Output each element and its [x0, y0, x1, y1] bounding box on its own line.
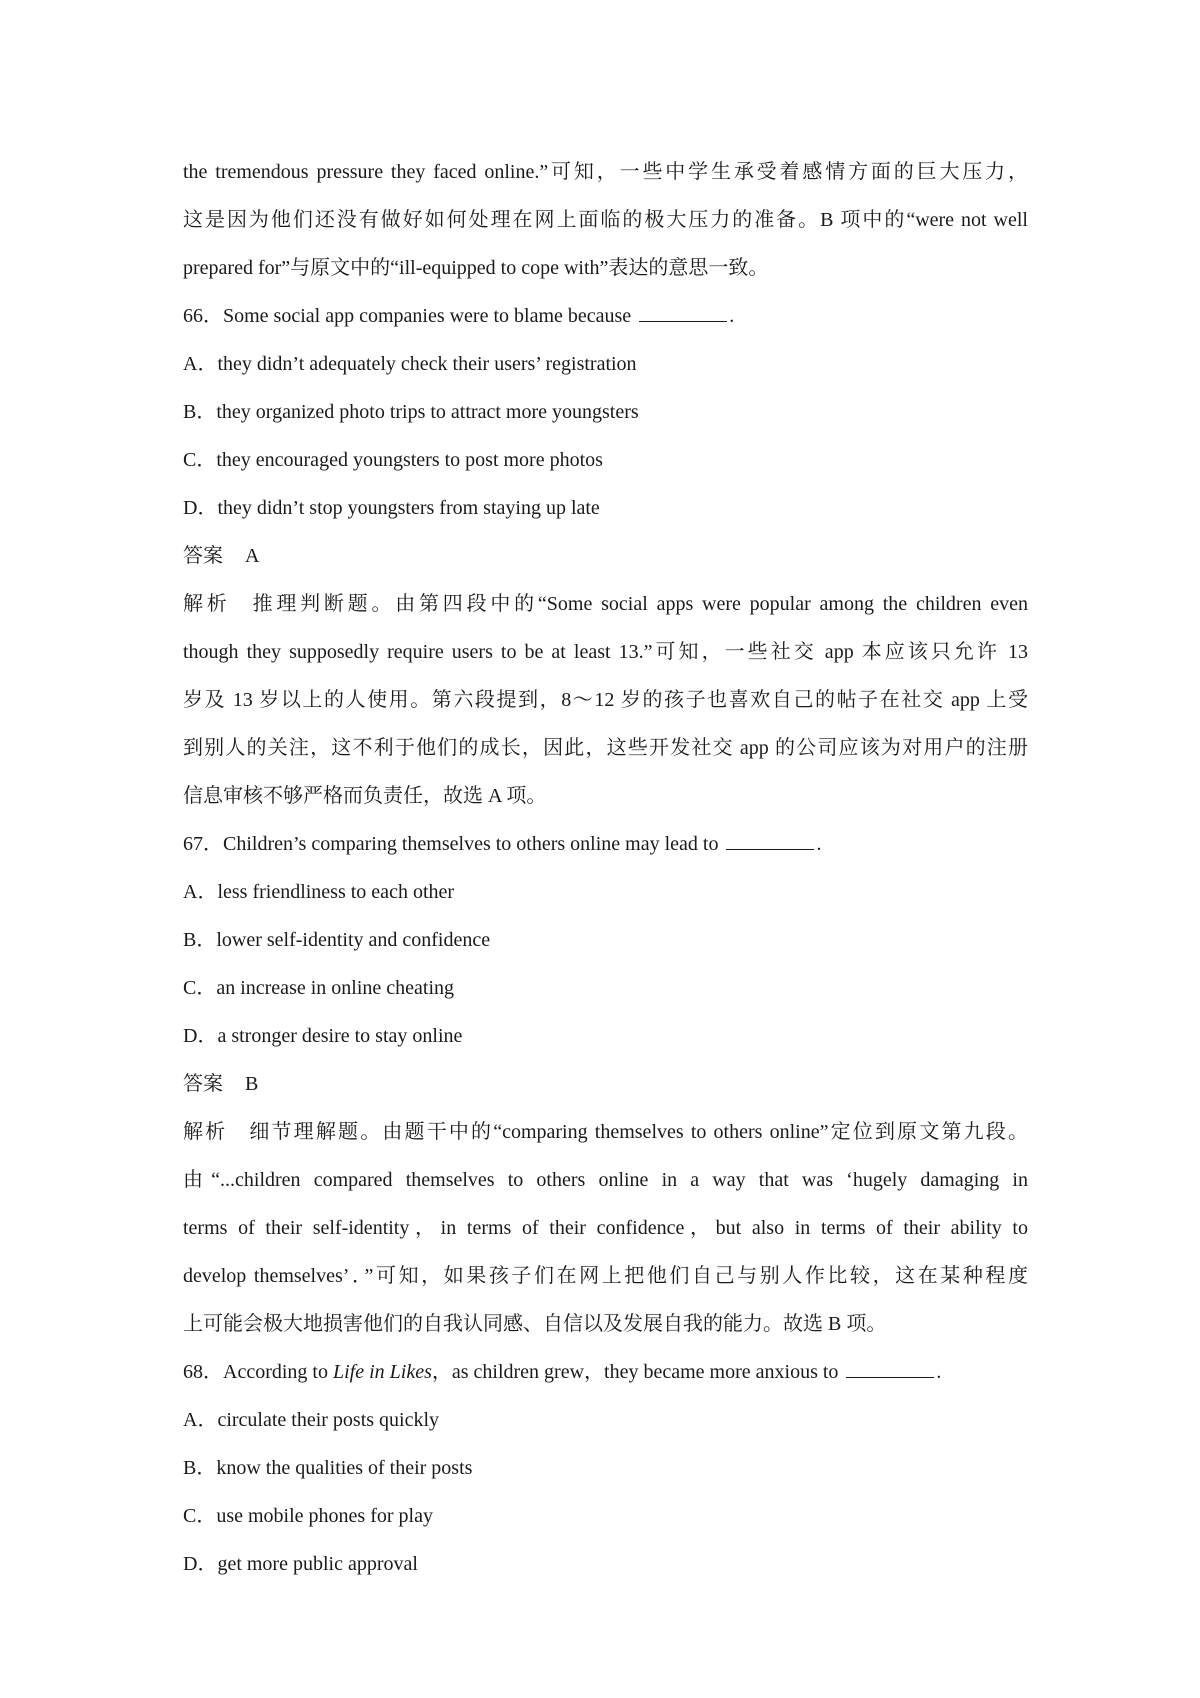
question-stem-text: 66．Some social app companies were to blame because: [183, 305, 632, 327]
document-page: [183, 148, 1028, 1588]
question-67-analysis-line-1: [183, 1108, 1028, 1156]
question-67-analysis-line-5: 上可能会极大地损害他们的自我认同感、自信以及发展自我的能力。故选 B 项。: [183, 1313, 887, 1335]
question-67-analysis-line-4: develop themselves’．”可知，如果孩子们在网上把他们自己与别人作比较，这在某种程度: [183, 1265, 1028, 1287]
question-67-stem: [183, 820, 1028, 868]
question-66-analysis-line-2: though they supposedly require users to be at least 13.”可知，一些社交 app 本应该只允许 13: [183, 641, 1028, 663]
question-66-option-d: D．they didn’t stop youngsters from staying up late: [183, 497, 600, 519]
answer-label: 答案: [183, 545, 223, 567]
question-66-option-a: A．they didn’t adequately check their users’ registration: [183, 353, 637, 375]
analysis-label: 解析: [183, 1121, 228, 1143]
answer-blank: [639, 305, 727, 322]
question-66-answer: [183, 532, 1028, 580]
question-66-analysis-line-1: [183, 580, 1028, 628]
question-67-option-c: C．an increase in online cheating: [183, 977, 455, 999]
question-66-analysis-line-3: 岁及 13 岁以上的人使用。第六段提到，8～12 岁的孩子也喜欢自己的帖子在社交 app 上受: [183, 689, 1028, 711]
answer-value: B: [245, 1073, 259, 1095]
question-68-option-b: B．know the qualities of their posts: [183, 1457, 473, 1479]
question-66-analysis-line-5: 信息审核不够严格而负责任，故选 A 项。: [183, 785, 547, 807]
intro-line-3: prepared for”与原文中的“ill-equipped to cope with”表达的意思一致。: [183, 257, 769, 279]
question-68-option-d: D．get more public approval: [183, 1553, 418, 1575]
stem-end: .: [729, 305, 735, 327]
book-title: Life in Likes: [332, 1361, 432, 1383]
question-67-option-a: A．less friendliness to each other: [183, 881, 455, 903]
question-67-answer: [183, 1060, 1028, 1108]
question-66-option-c: C．they encouraged youngsters to post more photos: [183, 449, 603, 471]
question-stem-post: ，as children grew，they became more anxious to: [431, 1361, 839, 1383]
question-67-analysis-line-2: 由“...children compared themselves to others online in a way that was ‘hugely damaging in: [183, 1169, 1028, 1191]
analysis-label: 解析: [183, 593, 231, 615]
question-stem-pre: 68．According to: [183, 1361, 333, 1383]
intro-line-2: 这是因为他们还没有做好如何处理在网上面临的极大压力的准备。B 项中的“were not well: [183, 209, 1028, 231]
analysis-text: 细节理解题。由题干中的“comparing themselves to others online”定位到原文第九段。: [249, 1121, 1028, 1143]
question-stem-text: 67．Children’s comparing themselves to others online may lead to: [183, 833, 719, 855]
stem-end: .: [816, 833, 822, 855]
question-68-option-c: C．use mobile phones for play: [183, 1505, 433, 1527]
stem-end: .: [936, 1361, 942, 1383]
question-68-stem: [183, 1348, 1028, 1396]
answer-value: A: [245, 545, 260, 567]
analysis-text: 推理判断题。由第四段中的“Some social apps were popular among the children even: [252, 593, 1029, 615]
question-66-option-b: B．they organized photo trips to attract more youngsters: [183, 401, 639, 423]
answer-blank: [846, 1361, 934, 1378]
question-67-option-b: B．lower self-identity and confidence: [183, 929, 491, 951]
answer-blank: [726, 833, 814, 850]
answer-label: 答案: [183, 1073, 223, 1095]
question-67-option-d: D．a stronger desire to stay online: [183, 1025, 463, 1047]
question-66-analysis-line-4: 到别人的关注，这不利于他们的成长，因此，这些开发社交 app 的公司应该为对用户的注册: [183, 737, 1028, 759]
question-67-analysis-line-3: terms of their self-identity，in terms of their confidence，but also in terms of their ability to: [183, 1217, 1028, 1239]
intro-line-1: the tremendous pressure they faced online.”可知，一些中学生承受着感情方面的巨大压力，: [183, 161, 1028, 183]
question-68-option-a: A．circulate their posts quickly: [183, 1409, 440, 1431]
question-66-stem: [183, 292, 1028, 340]
